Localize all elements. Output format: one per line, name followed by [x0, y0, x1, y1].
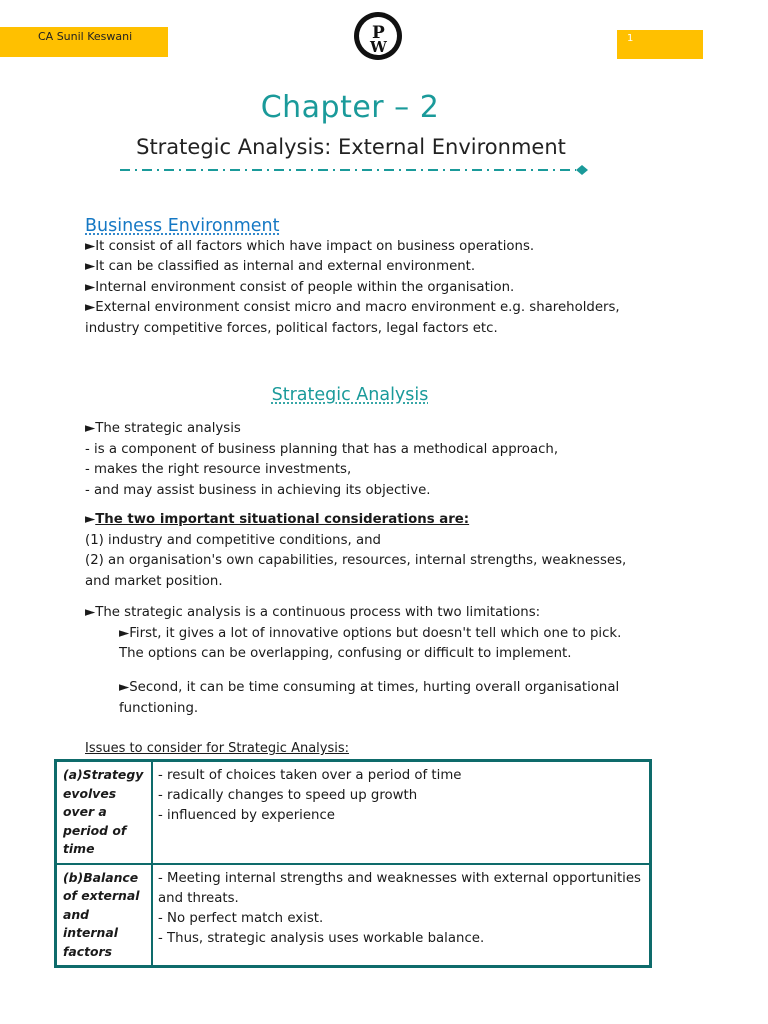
chapter-title: Chapter – 2	[260, 90, 440, 125]
situational-heading: The two important situational considerations are:	[95, 512, 470, 527]
issue-line: - No perfect match exist.	[158, 910, 324, 926]
intro-line: ►The strategic analysis	[85, 421, 241, 436]
issue-line: - Thus, strategic analysis uses workable balance.	[158, 930, 485, 946]
intro-line: - is a component of business planning that has a methodical approach,	[85, 441, 559, 457]
issue-line: - Meeting internal strengths and weaknesses with external opportunities and threats.	[158, 870, 641, 906]
pw-logo	[353, 11, 403, 61]
issue-line: - result of choices taken over a period of time	[158, 768, 462, 783]
issue-label: (b)Balance of external and internal factors	[56, 864, 153, 967]
strategic-analysis-heading: Strategic Analysis	[271, 385, 429, 405]
situational-heading-line	[85, 510, 645, 531]
business-bullet: ►External environment consist micro and macro environment e.g. shareholders, industry competitive forces, political factors, legal factors etc.	[85, 300, 620, 336]
situational-considerations	[85, 510, 645, 592]
limitation-first: ►First, it gives a lot of innovative options but doesn't tell which one to pick. The options can be overlapping, confusing or difficult to implement.	[119, 625, 622, 661]
limitation-second-wrap	[85, 678, 645, 719]
strategic-analysis-heading-wrap	[0, 385, 700, 408]
author-name: CA Sunil Keswani	[38, 30, 133, 43]
situational-item: (2) an organisation's own capabilities, resources, internal strengths, weaknesses, and market position.	[85, 553, 627, 589]
issue-label: (a)Strategy evolves over a period of time	[56, 761, 153, 864]
intro-line: - makes the right resource investments,	[85, 462, 352, 477]
chapter-subtitle: Strategic Analysis: External Environment	[136, 135, 566, 159]
strategic-analysis-intro	[85, 419, 645, 501]
page-number-banner	[617, 30, 703, 59]
issue-line: - radically changes to speed up growth	[158, 788, 418, 803]
limitations-section	[85, 603, 645, 665]
business-bullet: ►Internal environment consist of people within the organisation.	[85, 279, 515, 295]
author-banner	[0, 27, 168, 57]
table-row	[56, 864, 651, 967]
logo-letter-p: P	[372, 23, 385, 43]
business-environment-section	[85, 216, 645, 339]
issue-line: - influenced by experience	[158, 808, 335, 823]
issues-table	[54, 759, 652, 968]
bullet-marker: ►	[85, 512, 96, 527]
limitations-lead: ►The strategic analysis is a continuous process with two limitations:	[85, 605, 541, 620]
issue-details	[152, 864, 651, 967]
intro-line: - and may assist business in achieving its objective.	[85, 482, 431, 498]
business-bullet: ►It consist of all factors which have impact on business operations.	[85, 238, 535, 254]
situational-item: (1) industry and competitive conditions, and	[85, 532, 381, 548]
business-environment-heading: Business Environment	[85, 216, 280, 236]
limitation-second: ►Second, it can be time consuming at times, hurting overall organisational functioning.	[119, 680, 620, 716]
logo-letter-w: W	[370, 38, 387, 56]
page-number: 1	[627, 33, 634, 44]
table-row	[56, 761, 651, 864]
business-bullet: ►It can be classified as internal and external environment.	[85, 259, 476, 274]
issues-title: Issues to consider for Strategic Analysis:	[85, 741, 350, 756]
issue-details	[152, 761, 651, 864]
title-divider	[120, 164, 590, 176]
